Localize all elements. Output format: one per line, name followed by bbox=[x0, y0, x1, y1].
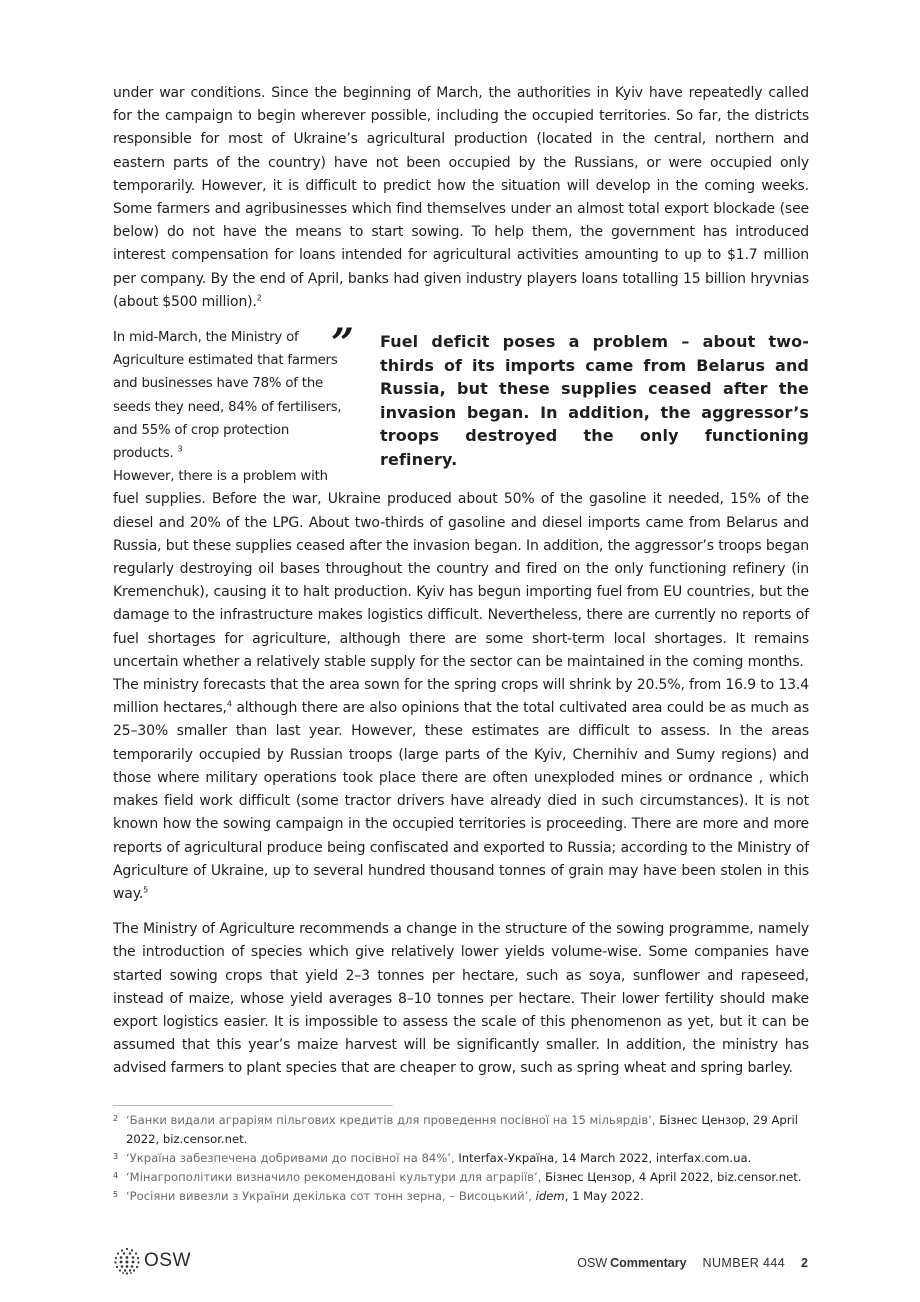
footnote-3: 3 ‘Україна забезпечена добривами до посівної на 84%’, Interfax-Україна, 14 March 2022, interfax.com.ua. bbox=[113, 1151, 752, 1165]
footer-brand: OSW bbox=[577, 1256, 608, 1270]
pullquote-text: Fuel deficit poses a problem – about two-thirds of its imports came from Belarus and Russia, but these supplies ceased after the invasion began. In addition, the aggressor’s troops destroyed the only functioning refinery. bbox=[380, 332, 809, 469]
footnote-ref-4[interactable]: 4 bbox=[226, 699, 232, 709]
footnote-divider bbox=[113, 1105, 393, 1106]
footnote-title[interactable]: ‘Банки видали аграріям пільгових кредитів для проведення посівної на 15 мільярдів’, bbox=[126, 1113, 656, 1127]
footnote-2: 2 ‘Банки видали аграріям пільгових кредитів для проведення посівної на 15 мільярдів’, Бізнес Цензор, 29 April 2022, biz.censor.net. bbox=[113, 1113, 798, 1146]
paragraph-4: The Ministry of Agriculture recommends a change in the structure of the sowing programme, namely the introduction of species which give relatively lower yields volume-wise. Some companies have started sowing crops that yield 2–3 tonnes per hectare, such as soya, sunflower and rapeseed, instead of maize, whose yield averages 8–10 tonnes per hectare. Their lower fertility should make export logistics easier. It is impossible to assess the scale of this phenomenon as yet, but it can be assumed that this year’s maize harvest will be significantly smaller. In addition, the ministry has advised farmers to plant species that are cheaper to grow, such as spring wheat and spring barley. bbox=[113, 921, 809, 1077]
paragraph-3: The ministry forecasts that the area sown for the spring crops will shrink by 20.5%, from 16.9 to 13.4 million hectares,$^4$ although there are also opinions that the total cultivated area could be as much as 25–30% smaller than last year. However, these estimates are difficult to assess. In the areas temporarily occupied by Russian troops (large parts of the Kyiv, Chernihiv and Sumy regions) and those where military operations took place there are often unexploded mines or ordnance , which makes field work difficult (some tractor drivers have already died in such circumstances). It is not known how the sowing campaign in the occupied territories is proceeding. There are more and more reports of agricultural produce being confiscated and exported to Russia; according to the Ministry of Agriculture of Ukraine, up to several hundred thousand tonnes of grain may have been stolen in this way.$^5$ bbox=[113, 677, 809, 902]
footnote-ref-5[interactable]: 5 bbox=[143, 885, 149, 895]
globe-dots-icon bbox=[113, 1247, 141, 1275]
issue-number: NUMBER 444 bbox=[702, 1256, 786, 1270]
paragraph-2-rest: fuel supplies. Before the war, Ukraine produced about 50% of the gasoline it needed, 15% of the diesel and 20% of the LPG. About two-thirds of gasoline and diesel imports came from Belarus and Russia, but these supplies ceased after the invasion began. In addition, the aggressor’s troops began regularly destroying oil bases throughout the country and fired on the only functioning refinery (in Kremenchuk), causing it to halt production. Kyiv has begun importing fuel from EU countries, but the damage to the infrastructure makes logistics difficult. Nevertheless, there are currently no reports of fuel shortages for agriculture, although there are some short-term local shortages. It remains uncertain whether a relatively stable supply for the sector can be maintained in the coming months. bbox=[113, 491, 809, 670]
page-number: 2 bbox=[801, 1256, 808, 1270]
footnote-5: 5 ‘Росіяни вивезли з України декілька сот тонн зерна, – Висоцький’, idem, 1 May 2022. bbox=[113, 1189, 644, 1203]
footnote-title[interactable]: ‘Росіяни вивезли з України декілька сот тонн зерна, – Висоцький’, bbox=[126, 1189, 532, 1203]
logo-text: OSW bbox=[144, 1250, 191, 1271]
footnote-ref-3[interactable]: 3 bbox=[177, 444, 183, 454]
footer-series: Commentary bbox=[610, 1256, 687, 1270]
footnote-4: 4 ‘Мінагрополітики визначило рекомендовані культури для аграріїв’, Бізнес Цензор, 4 April 2022, biz.censor.net. bbox=[113, 1170, 802, 1184]
footnotes bbox=[113, 1111, 811, 1206]
article-body bbox=[113, 82, 809, 1081]
pullquote bbox=[331, 320, 809, 471]
footnote-ref-2[interactable]: 2 bbox=[256, 293, 262, 303]
footnote-title[interactable]: ‘Мінагрополітики визначило рекомендовані культури для аграріїв’, bbox=[126, 1170, 542, 1184]
page-footer bbox=[577, 1256, 808, 1270]
paragraph-1: under war conditions. Since the beginning of March, the authorities in Kyiv have repeatedly called for the campaign to begin wherever possible, including the occupied territories. So far, the districts responsible for most of Ukraine’s agricultural production (located in the central, northern and eastern parts of the country) have not been occupied by the Russians, or were occupied only temporarily. However, it is difficult to predict how the situation will develop in the coming weeks. Some farmers and agribusinesses which find themselves under an almost total export blockade (see below) do not have the means to start sowing. To help them, the government has introduced interest compensation for loans intended for agricultural activities amounting to up to $1.7 million per company. By the end of April, banks had given industry players loans totalling 15 billion hryvnias (about $500 million).$^2$ bbox=[113, 85, 809, 310]
osw-logo[interactable] bbox=[113, 1247, 191, 1275]
pullquote-section bbox=[113, 320, 809, 674]
footnote-title[interactable]: ‘Україна забезпечена добривами до посівної на 84%’, bbox=[126, 1151, 455, 1165]
quote-mark-icon: ” bbox=[331, 320, 355, 368]
paragraph-2-left: In mid-March, the Ministry of Agriculture estimated that farmers and businesses have 78% of the seeds they need, 84% of fertilisers, and 55% of crop protection products. $^3$ However, there is a problem with bbox=[113, 330, 342, 485]
